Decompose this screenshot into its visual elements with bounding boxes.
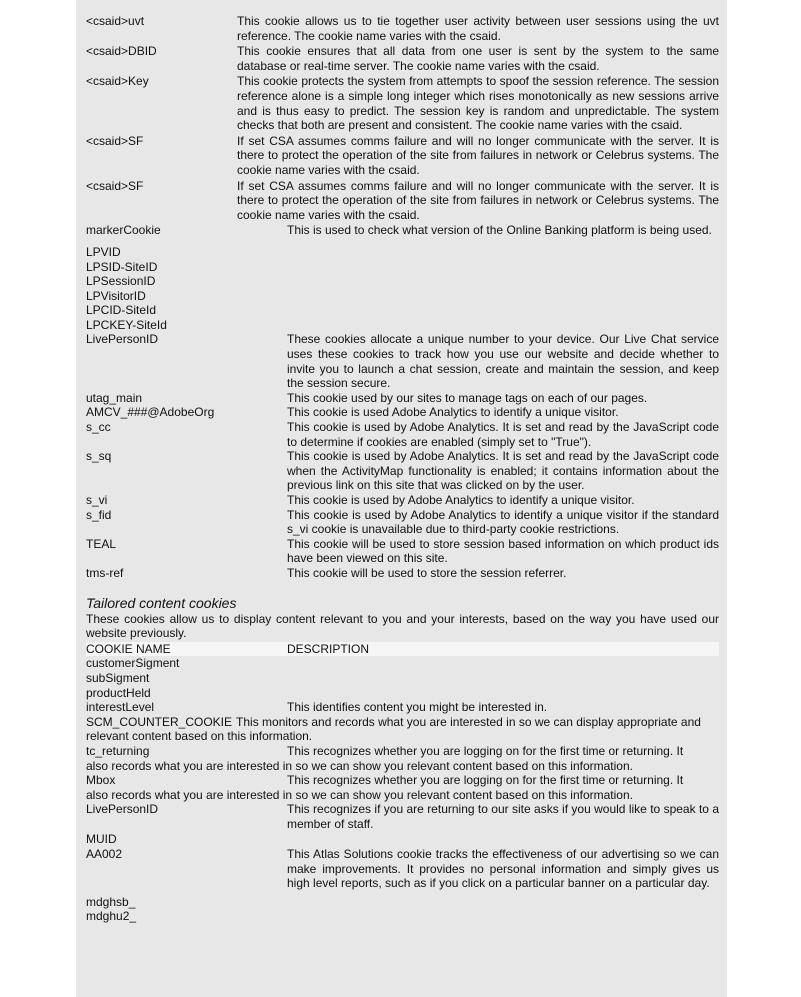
cookie-row	[86, 773, 719, 788]
cookie-description: This monitors and records what you are interested in so we can display appropriate and	[236, 714, 701, 729]
cookie-description: This cookie is used by Adobe Analytics to identify a unique visitor if the standard s_vi cookie is unavailable due to third-party cookie restrictions.	[287, 507, 719, 537]
tailored-cookie-table	[86, 656, 719, 924]
cookie-name: mdghsb_	[86, 894, 136, 909]
cookie-description: This cookie is used by Adobe Analytics to identify a unique visitor.	[287, 493, 635, 507]
cookie-name: LPVisitorID	[86, 288, 146, 303]
cookie-description: This cookie is used Adobe Analytics to identify a unique visitor.	[287, 405, 619, 420]
cookie-name: <csaid>SF	[86, 178, 144, 193]
cookie-description: This cookie ensures that all data from one user is sent by the system to the same database or real-time server. The cookie name varies with the csaid.	[237, 44, 719, 73]
cookie-description: This recognizes if you are returning to our site asks if you would like to speak to a member of staff.	[287, 802, 719, 831]
cookie-row	[86, 566, 719, 581]
cookie-name: LPCID-SiteId	[86, 303, 157, 318]
column-header-name: COOKIE NAME	[86, 641, 171, 656]
cookie-name: s_vi	[86, 493, 108, 507]
cookie-row	[86, 332, 719, 390]
cookie-description-continued: also records what you are interested in so we can show you relevant content based on this information.	[86, 787, 633, 802]
cookie-name: AA002	[86, 847, 123, 862]
cookie-row	[86, 223, 719, 238]
cookie-row	[86, 405, 719, 420]
cookie-description: If set CSA assumes comms failure and will no longer communicate with the server. It is there to protect the operation of the site from failures in network or Celebrus systems. The cookie name varies with the csaid.	[237, 178, 719, 222]
cookie-name: LPCKEY-SiteId	[86, 317, 167, 332]
cookie-name: TEAL	[86, 536, 117, 551]
cookie-row	[86, 74, 719, 132]
cookie-row	[86, 744, 719, 759]
table-header	[86, 642, 719, 657]
liveperson-cookie-list	[86, 245, 719, 333]
cookie-description-continued: relevant content based on this information.	[86, 729, 313, 744]
cookie-description: This cookie will be used to store session based information on which product ids have been viewed on this site.	[287, 536, 719, 566]
cookie-name: interestLevel	[86, 700, 155, 715]
cookie-description: This cookie used by our sites to manage tags on each of our pages.	[287, 390, 648, 405]
column-header-description: DESCRIPTION	[287, 641, 370, 656]
cookie-name: LPSID-SiteID	[86, 259, 158, 274]
cookie-row	[86, 391, 719, 406]
cookie-row	[86, 715, 719, 730]
cookie-name: <csaid>SF	[86, 133, 144, 148]
analytics-cookie-table	[86, 332, 719, 580]
cookie-name: productHeld	[86, 685, 151, 700]
cookie-name: <csaid>DBID	[86, 44, 157, 59]
cookie-description: This cookie protects the system from attempts to spoof the session reference. The session reference alone is a simple long integer which rises monotonically as new sessions arrive and is thus easy to predict. The session key is random and unpredictable. The system checks that both are present and consistent. The cookie name varies with the csaid.	[237, 74, 719, 133]
cookie-name: MUID	[86, 832, 117, 847]
section-intro: These cookies allow us to display content relevant to you and your interests, based on the way you have used our website previously.	[86, 611, 719, 641]
cookie-row	[86, 179, 719, 223]
cookie-name: mdghu2_	[86, 909, 137, 924]
cookie-name: s_sq	[86, 449, 112, 464]
cookie-name: s_fid	[86, 507, 112, 522]
cookie-description: This identifies content you might be interested in.	[287, 700, 548, 715]
cookie-description: This Atlas Solutions cookie tracks the effectiveness of our advertising so we can make improvements. It provides no personal information and simply gives us high level reports, such as if you click on a particular banner on a particular day.	[287, 847, 719, 891]
cookie-description: This cookie will be used to store the session referrer.	[287, 565, 567, 580]
cookie-description-continued: also records what you are interested in so we can show you relevant content based on this information.	[86, 758, 633, 773]
cookie-row	[86, 802, 719, 831]
cookie-description: This cookie allows us to tie together user activity between user sessions using the uvt reference. The cookie name varies with the csaid.	[237, 14, 719, 43]
cookie-row	[86, 44, 719, 73]
cookie-name: utag_main	[86, 390, 143, 405]
session-cookie-table	[86, 14, 719, 222]
cookie-row	[86, 420, 719, 449]
cookie-name: LivePersonID	[86, 332, 159, 347]
cookie-description: This is used to check what version of the Online Banking platform is being used.	[287, 223, 712, 238]
cookie-name: tc_returning	[86, 743, 150, 758]
cookie-name: markerCookie	[86, 223, 161, 238]
cookie-row	[86, 493, 719, 508]
cookie-description: These cookies allocate a unique number to your device. Our Live Chat service uses these cookies to track how you use our website and decide whether to invite you to launch a chat session, create and maintain the session, and keep the session secure.	[287, 332, 719, 391]
cookie-name: <csaid>uvt	[86, 14, 145, 28]
cookie-name: s_cc	[86, 420, 111, 435]
cookie-name: <csaid>Key	[86, 74, 149, 89]
cookie-row	[86, 14, 719, 43]
document-page	[76, 0, 727, 997]
cookie-row	[86, 449, 719, 493]
cookie-row	[86, 700, 719, 715]
cookie-name: Mbox	[86, 773, 116, 788]
cookie-name: SCM_COUNTER_COOKIE	[86, 714, 233, 729]
cookie-description: If set CSA assumes comms failure and will no longer communicate with the server. It is there to protect the operation of the site from failures in network or Celebrus systems. The cookie name varies with the csaid.	[237, 133, 719, 177]
cookie-name: tms-ref	[86, 565, 124, 580]
cookie-name: AMCV_###@AdobeOrg	[86, 405, 215, 420]
cookie-row	[86, 134, 719, 178]
cookie-name: LivePersonID	[86, 802, 159, 817]
cookie-name: LPVID	[86, 244, 121, 259]
cookie-row	[86, 508, 719, 537]
cookie-description: This cookie is used by Adobe Analytics. It is set and read by the JavaScript code when the ActivityMap functionality is enabled; it contains information about the previous link on this site that was clicked on by the user.	[287, 449, 719, 493]
cookie-name: customerSigment	[86, 656, 180, 671]
cookie-description: This recognizes whether you are logging on for the first time or returning. It	[287, 773, 684, 788]
cookie-name: LPSessionID	[86, 274, 156, 289]
cookie-description: This cookie is used by Adobe Analytics. It is set and read by the JavaScript code to determine if cookies are enabled (simply set to "True").	[287, 420, 719, 449]
cookie-description: This recognizes whether you are logging on for the first time or returning. It	[287, 743, 684, 758]
cookie-row	[86, 537, 719, 566]
section-heading: Tailored content cookies	[86, 594, 237, 611]
cookie-name: subSigment	[86, 670, 150, 685]
cookie-row	[86, 847, 719, 891]
document-content	[86, 14, 719, 924]
